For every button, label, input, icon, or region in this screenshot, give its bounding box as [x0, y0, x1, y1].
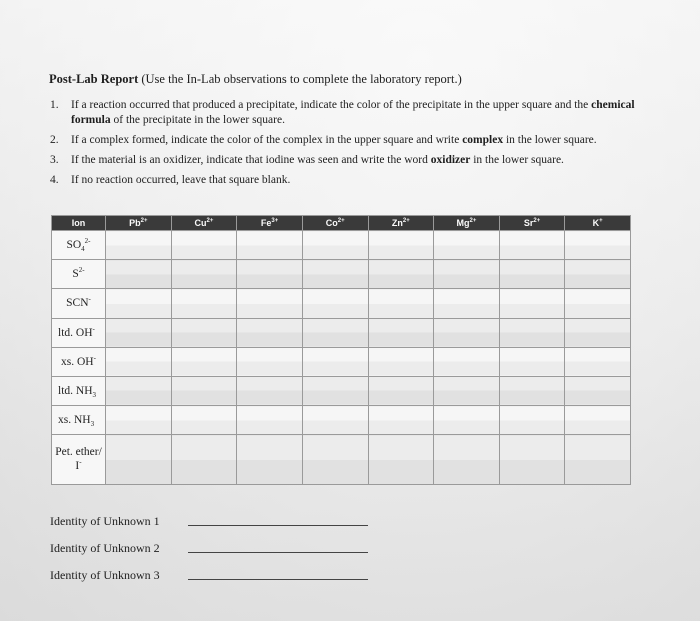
report-title: Post-Lab Report — [49, 72, 139, 86]
instruction-item — [46, 133, 666, 148]
result-cell[interactable] — [302, 406, 368, 435]
header-ion-mg: $Mg^{2+}$ — [434, 216, 500, 231]
row-label: xs. OH- — [52, 347, 106, 376]
row-label: $S^{2-}$ — [52, 260, 106, 289]
result-cell[interactable] — [499, 347, 565, 376]
report-subtitle: (Use the In-Lab observations to complete the laboratory report.) — [141, 72, 462, 86]
result-cell[interactable] — [565, 435, 631, 485]
instruction-number: 3. — [50, 154, 59, 166]
result-cell[interactable] — [171, 376, 237, 405]
row-label: SCN- — [52, 289, 106, 318]
result-cell[interactable] — [302, 435, 368, 485]
result-cell[interactable] — [106, 435, 172, 485]
result-cell[interactable] — [368, 231, 434, 260]
table-row — [52, 318, 631, 347]
table-row — [52, 406, 631, 435]
unknown-answer-line[interactable] — [188, 525, 368, 526]
instruction-text: If no reaction occurred, leave that square blank. — [71, 174, 291, 186]
result-cell[interactable] — [499, 318, 565, 347]
result-cell[interactable] — [434, 406, 500, 435]
result-cell[interactable] — [106, 260, 172, 289]
table-row — [52, 435, 631, 485]
row-label: xs. $NH_3$ — [52, 406, 106, 435]
result-cell[interactable] — [171, 318, 237, 347]
result-cell[interactable] — [171, 260, 237, 289]
row-label: Pet. ether/ I- — [52, 435, 106, 485]
result-cell[interactable] — [237, 435, 303, 485]
result-cell[interactable] — [368, 347, 434, 376]
unknown-answer-line[interactable] — [188, 552, 368, 553]
table-row — [52, 347, 631, 376]
result-cell[interactable] — [106, 289, 172, 318]
result-cell[interactable] — [302, 260, 368, 289]
instruction-number: 2. — [50, 134, 59, 146]
table-header-row — [52, 216, 631, 231]
row-label: ltd. OH- — [52, 318, 106, 347]
result-cell[interactable] — [499, 231, 565, 260]
result-cell[interactable] — [434, 435, 500, 485]
table-row — [52, 289, 631, 318]
result-cell[interactable] — [434, 376, 500, 405]
result-cell[interactable] — [368, 435, 434, 485]
result-cell[interactable] — [499, 406, 565, 435]
result-cell[interactable] — [499, 435, 565, 485]
instruction-item — [46, 98, 666, 128]
ion-reaction-table — [51, 215, 631, 485]
result-cell[interactable] — [171, 231, 237, 260]
header-ion-zn: $Zn^{2+}$ — [368, 216, 434, 231]
table-row — [52, 260, 631, 289]
report-heading — [49, 72, 462, 87]
result-cell[interactable] — [237, 376, 303, 405]
header-ion-sr: $Sr^{2+}$ — [499, 216, 565, 231]
unknown-label: Identity of Unknown 1 — [50, 514, 160, 528]
instruction-keyword: chemical formula — [71, 99, 635, 126]
result-cell[interactable] — [499, 289, 565, 318]
row-label: ltd. $NH_3$ — [52, 376, 106, 405]
result-cell[interactable] — [368, 376, 434, 405]
instruction-text: in the lower square. — [470, 154, 564, 166]
instruction-list — [46, 98, 666, 193]
instruction-text: If a complex formed, indicate the color of the complex in the upper square and write — [71, 134, 463, 146]
result-cell[interactable] — [237, 318, 303, 347]
header-corner: Ion — [52, 216, 106, 231]
header-ion-fe: $Fe^{3+}$ — [237, 216, 303, 231]
result-cell[interactable] — [434, 318, 500, 347]
table-row — [52, 231, 631, 260]
result-cell[interactable] — [434, 260, 500, 289]
result-cell[interactable] — [368, 406, 434, 435]
table-row — [52, 376, 631, 405]
result-cell[interactable] — [499, 260, 565, 289]
result-cell[interactable] — [237, 260, 303, 289]
instruction-item — [46, 153, 666, 168]
instruction-text: If the material is an oxidizer, indicate that iodine was seen and write the word — [71, 154, 431, 166]
result-cell[interactable] — [302, 376, 368, 405]
result-cell[interactable] — [565, 289, 631, 318]
result-cell[interactable] — [368, 318, 434, 347]
result-cell[interactable] — [302, 289, 368, 318]
result-cell[interactable] — [302, 347, 368, 376]
instruction-keyword: complex — [462, 134, 504, 146]
instruction-text: of the precipitate in the lower square. — [110, 114, 285, 126]
result-cell[interactable] — [434, 231, 500, 260]
header-ion-cu: $Cu^{2+}$ — [171, 216, 237, 231]
result-cell[interactable] — [434, 347, 500, 376]
header-ion-pb: $Pb^{2+}$ — [106, 216, 172, 231]
result-cell[interactable] — [106, 406, 172, 435]
result-cell[interactable] — [368, 260, 434, 289]
header-ion-k: K+ — [565, 216, 631, 231]
instruction-number: 4. — [50, 174, 59, 186]
result-cell[interactable] — [565, 347, 631, 376]
result-cell[interactable] — [171, 347, 237, 376]
header-ion-co: $Co^{2+}$ — [302, 216, 368, 231]
unknown-label: Identity of Unknown 3 — [50, 568, 160, 582]
instruction-keyword: oxidizer — [430, 154, 471, 166]
instruction-item — [46, 173, 666, 188]
table-body — [52, 231, 631, 485]
result-cell[interactable] — [171, 289, 237, 318]
result-cell[interactable] — [565, 318, 631, 347]
result-cell[interactable] — [565, 231, 631, 260]
unknown-label: Identity of Unknown 2 — [50, 541, 160, 555]
result-cell[interactable] — [106, 318, 172, 347]
result-cell[interactable] — [106, 347, 172, 376]
result-cell[interactable] — [106, 231, 172, 260]
result-cell[interactable] — [237, 406, 303, 435]
result-cell[interactable] — [106, 376, 172, 405]
result-cell[interactable] — [499, 376, 565, 405]
result-cell[interactable] — [302, 318, 368, 347]
result-cell[interactable] — [368, 289, 434, 318]
result-cell[interactable] — [171, 435, 237, 485]
result-cell[interactable] — [565, 406, 631, 435]
result-cell[interactable] — [302, 231, 368, 260]
instruction-number: 1. — [50, 99, 59, 111]
result-cell[interactable] — [565, 260, 631, 289]
result-cell[interactable] — [237, 347, 303, 376]
result-cell[interactable] — [434, 289, 500, 318]
result-cell[interactable] — [237, 231, 303, 260]
unknown-answer-line[interactable] — [188, 579, 368, 580]
instruction-text: in the lower square. — [503, 134, 597, 146]
result-cell[interactable] — [565, 376, 631, 405]
result-cell[interactable] — [171, 406, 237, 435]
row-label: $SO_4^{2-}$ — [52, 231, 106, 260]
instruction-text: If a reaction occurred that produced a precipitate, indicate the color of the precipitate in the upper square and the — [71, 99, 592, 111]
result-cell[interactable] — [237, 289, 303, 318]
